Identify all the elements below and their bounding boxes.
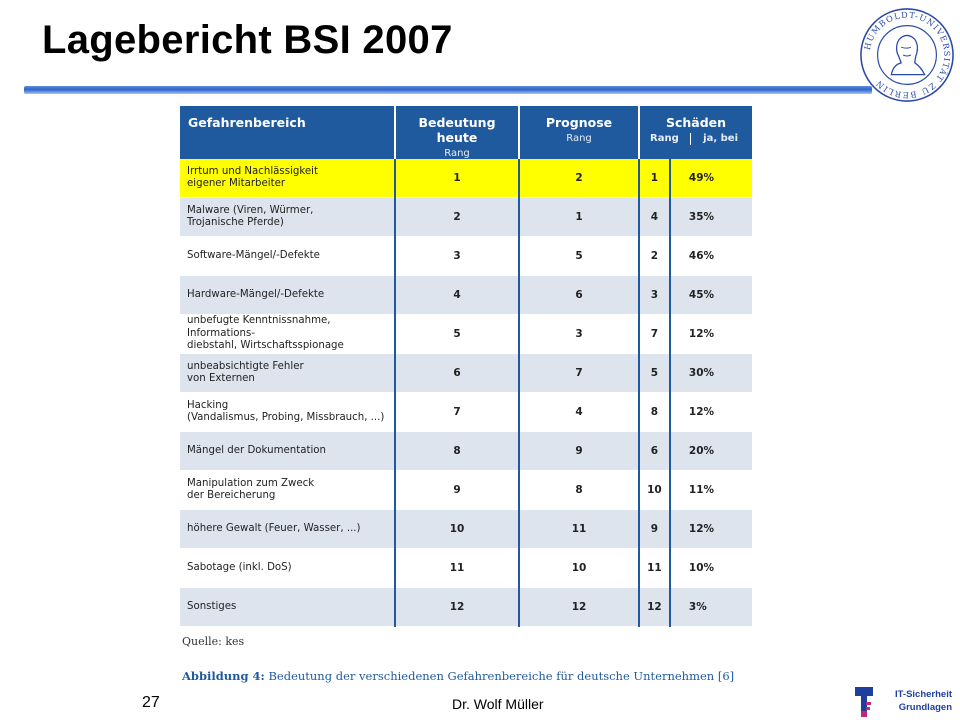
cell-forecast-rank: 12 bbox=[519, 588, 639, 627]
cell-area: Hardware-Mängel/-Defekte bbox=[180, 276, 395, 315]
cell-damage-rank: 1 bbox=[639, 159, 670, 198]
course-brand bbox=[878, 688, 952, 714]
table-row bbox=[180, 549, 752, 588]
cell-area: Irrtum und Nachlässigkeit eigener Mitarbeiter bbox=[180, 159, 395, 198]
slide-title: Lagebericht BSI 2007 bbox=[42, 18, 453, 62]
cell-damage-percent: 11% bbox=[670, 471, 752, 510]
cell-forecast-rank: 5 bbox=[519, 237, 639, 276]
cell-area: Manipulation zum Zweck der Bereicherung bbox=[180, 471, 395, 510]
cell-forecast-rank: 11 bbox=[519, 510, 639, 549]
cell-forecast-rank: 2 bbox=[519, 159, 639, 198]
cell-importance-rank: 4 bbox=[395, 276, 519, 315]
cell-damage-percent: 12% bbox=[670, 393, 752, 432]
caption-text: Bedeutung der verschiedenen Gefahrenbereiche für deutsche Unternehmen [6] bbox=[264, 669, 735, 683]
cell-area: Mängel der Dokumentation bbox=[180, 432, 395, 471]
cell-damage-percent: 10% bbox=[670, 549, 752, 588]
table-row bbox=[180, 471, 752, 510]
cell-damage-rank: 11 bbox=[639, 549, 670, 588]
cell-forecast-rank: 1 bbox=[519, 198, 639, 237]
cell-damage-percent: 12% bbox=[670, 510, 752, 549]
cell-damage-rank: 8 bbox=[639, 393, 670, 432]
table-row bbox=[180, 159, 752, 198]
table-row bbox=[180, 393, 752, 432]
cell-damage-rank: 3 bbox=[639, 276, 670, 315]
key-logo-icon bbox=[854, 686, 874, 718]
cell-damage-rank: 9 bbox=[639, 510, 670, 549]
cell-damage-percent: 3% bbox=[670, 588, 752, 627]
title-divider bbox=[24, 86, 872, 94]
cell-importance-rank: 3 bbox=[395, 237, 519, 276]
cell-forecast-rank: 10 bbox=[519, 549, 639, 588]
cell-damage-percent: 45% bbox=[670, 276, 752, 315]
cell-importance-rank: 8 bbox=[395, 432, 519, 471]
cell-importance-rank: 11 bbox=[395, 549, 519, 588]
cell-damage-percent: 46% bbox=[670, 237, 752, 276]
cell-damage-percent: 20% bbox=[670, 432, 752, 471]
cell-importance-rank: 6 bbox=[395, 354, 519, 393]
brand-line-2: Grundlagen bbox=[898, 702, 952, 713]
table-row bbox=[180, 315, 752, 354]
cell-area: unbeabsichtigte Fehler von Externen bbox=[180, 354, 395, 393]
caption-label: Abbildung 4: bbox=[182, 669, 265, 683]
cell-damage-percent: 35% bbox=[670, 198, 752, 237]
cell-area: unbefugte Kenntnissnahme, Informations- diebstahl, Wirtschaftsspionage bbox=[180, 315, 395, 354]
cell-damage-rank: 2 bbox=[639, 237, 670, 276]
cell-area: höhere Gewalt (Feuer, Wasser, ...) bbox=[180, 510, 395, 549]
header-damage-rank: Rang bbox=[650, 133, 679, 144]
svg-text:HUMBOLDT-UNIVERSITÄT ZU BERLIN bbox=[862, 10, 952, 101]
cell-importance-rank: 12 bbox=[395, 588, 519, 627]
cell-area: Hacking (Vandalismus, Probing, Missbrauch, ...) bbox=[180, 393, 395, 432]
header-area: Gefahrenbereich bbox=[180, 106, 395, 159]
table-row bbox=[180, 510, 752, 549]
cell-damage-rank: 4 bbox=[639, 198, 670, 237]
header-importance: Bedeutung heute Rang bbox=[395, 106, 519, 159]
table-row bbox=[180, 354, 752, 393]
cell-damage-rank: 5 bbox=[639, 354, 670, 393]
cell-area: Sonstiges bbox=[180, 588, 395, 627]
cell-importance-rank: 2 bbox=[395, 198, 519, 237]
table-row bbox=[180, 588, 752, 627]
cell-forecast-rank: 7 bbox=[519, 354, 639, 393]
cell-damage-rank: 7 bbox=[639, 315, 670, 354]
cell-damage-rank: 12 bbox=[639, 588, 670, 627]
table-row bbox=[180, 237, 752, 276]
table-caption bbox=[182, 669, 734, 683]
author: Dr. Wolf Müller bbox=[452, 696, 544, 712]
cell-damage-percent: 30% bbox=[670, 354, 752, 393]
cell-damage-percent: 49% bbox=[670, 159, 752, 198]
threat-table-body bbox=[180, 159, 752, 627]
table-row bbox=[180, 198, 752, 237]
cell-forecast-rank: 9 bbox=[519, 432, 639, 471]
cell-forecast-rank: 4 bbox=[519, 393, 639, 432]
header-damage-yes: ja, bei bbox=[703, 133, 738, 144]
table-row bbox=[180, 432, 752, 471]
cell-importance-rank: 5 bbox=[395, 315, 519, 354]
cell-damage-rank: 10 bbox=[639, 471, 670, 510]
seal-text: HUMBOLDT-UNIVERSITÄT ZU BERLIN bbox=[862, 9, 953, 101]
table-source: Quelle: kes bbox=[182, 635, 245, 648]
cell-area: Software-Mängel/-Defekte bbox=[180, 237, 395, 276]
cell-importance-rank: 10 bbox=[395, 510, 519, 549]
cell-damage-percent: 12% bbox=[670, 315, 752, 354]
threat-table bbox=[180, 106, 752, 627]
header-forecast: Prognose Rang bbox=[519, 106, 639, 159]
table-row bbox=[180, 276, 752, 315]
cell-importance-rank: 9 bbox=[395, 471, 519, 510]
cell-forecast-rank: 3 bbox=[519, 315, 639, 354]
cell-area: Malware (Viren, Würmer, Trojanische Pferde) bbox=[180, 198, 395, 237]
cell-importance-rank: 7 bbox=[395, 393, 519, 432]
cell-importance-rank: 1 bbox=[395, 159, 519, 198]
university-seal-icon bbox=[858, 6, 956, 104]
cell-damage-rank: 6 bbox=[639, 432, 670, 471]
cell-forecast-rank: 6 bbox=[519, 276, 639, 315]
cell-area: Sabotage (inkl. DoS) bbox=[180, 549, 395, 588]
page-number: 27 bbox=[142, 694, 160, 711]
cell-forecast-rank: 8 bbox=[519, 471, 639, 510]
header-damage: Schäden Rang ja, bei bbox=[639, 106, 752, 159]
brand-line-1: IT-Sicherheit bbox=[894, 689, 952, 700]
